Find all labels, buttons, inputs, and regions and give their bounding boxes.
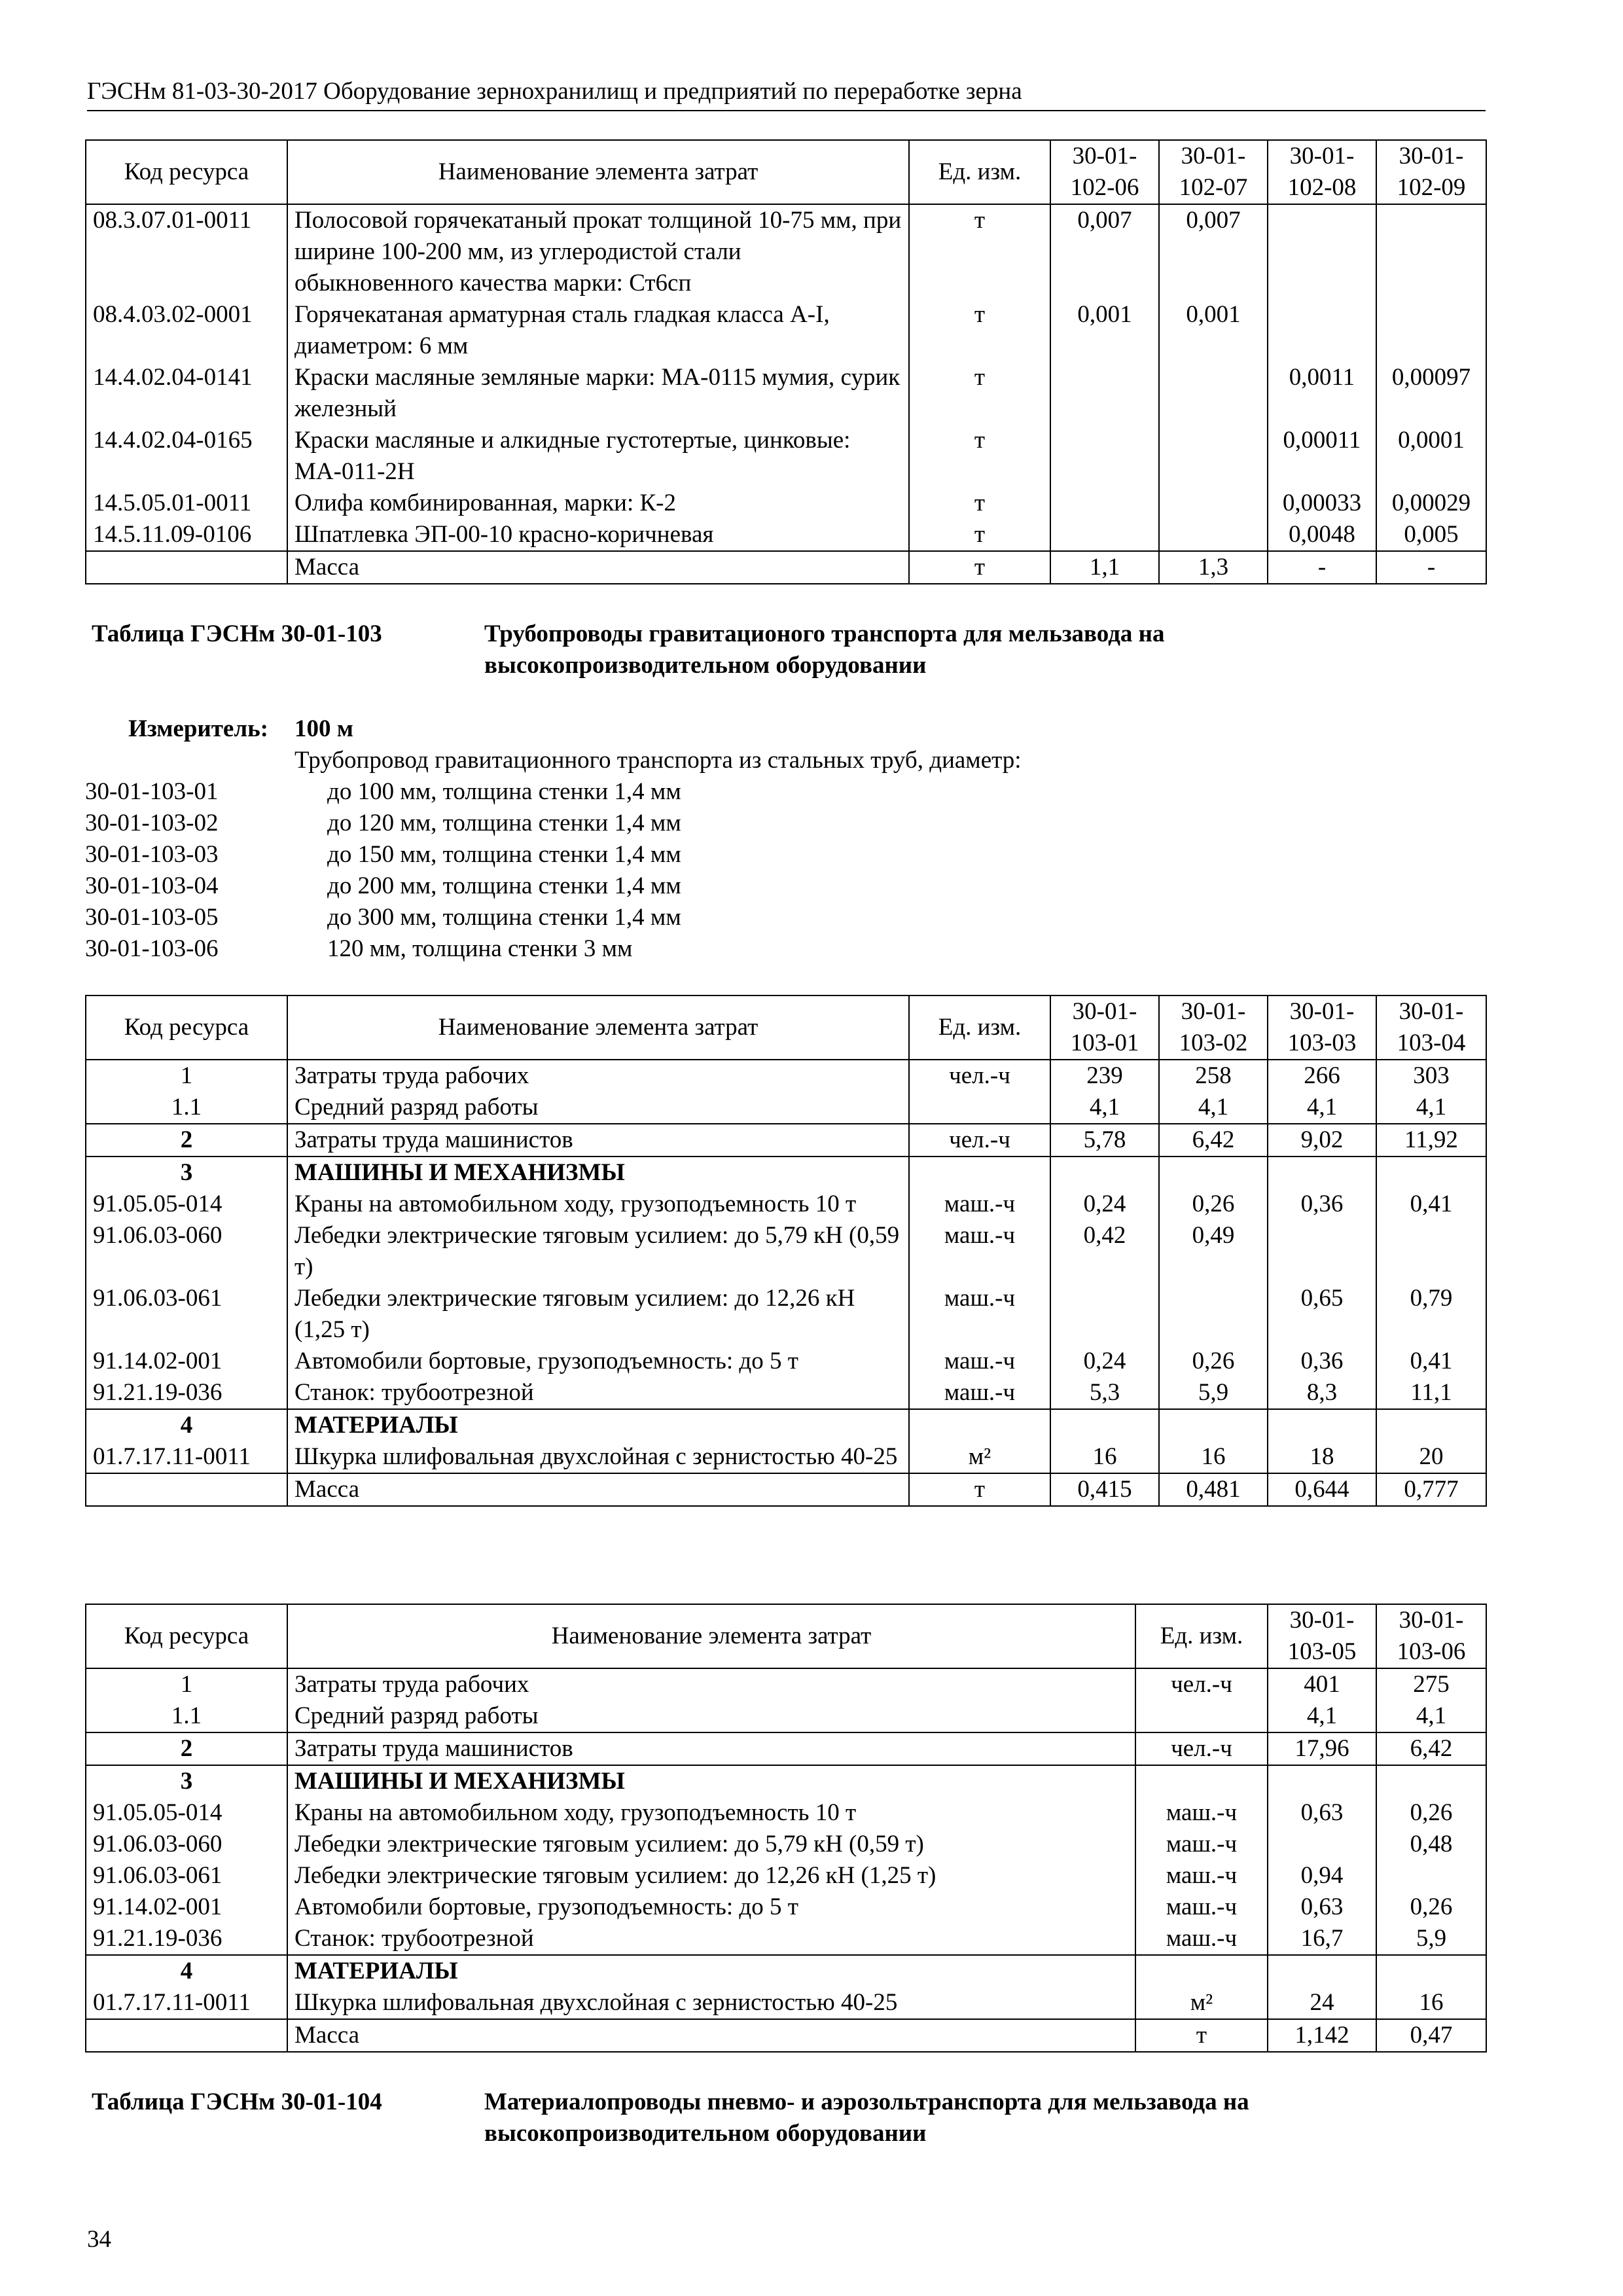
norm-value: 0,41: [1376, 1189, 1486, 1220]
table-row: [86, 1283, 1486, 1346]
resource-name: Шпатлевка ЭП-00-10 красно-коричневая: [287, 519, 909, 551]
resource-name: Затраты труда рабочих: [287, 1668, 1135, 1700]
col-norm-header: 30-01-103-04: [1376, 996, 1486, 1060]
norm-value: 11,1: [1376, 1377, 1486, 1409]
table-row: [86, 1668, 1486, 1700]
work-code: 30-01-103-03: [85, 841, 219, 868]
norm-value: [1268, 1829, 1376, 1860]
resource-unit: т: [1135, 2019, 1268, 2052]
col-name-header: Наименование элемента затрат: [287, 1604, 1135, 1668]
col-norm-header: 30-01-103-06: [1376, 1604, 1486, 1668]
norm-value: 1,3: [1159, 551, 1268, 584]
norm-value: 18: [1268, 1441, 1376, 1473]
list-item: [85, 870, 1486, 902]
norm-value: 0,001: [1050, 299, 1159, 362]
col-unit-header: Ед. изм.: [909, 140, 1050, 204]
mass-label: Масса: [287, 1473, 909, 1506]
meter-description: Трубопровод гравитационного транспорта из стальных труб, диаметр:: [294, 747, 1022, 774]
resource-unit: т: [909, 551, 1050, 584]
norm-value: [1050, 488, 1159, 519]
work-description: до 120 мм, толщина стенки 1,4 мм: [327, 810, 681, 836]
col-code-header: Код ресурса: [86, 1604, 287, 1668]
table-row: [86, 362, 1486, 425]
norm-value: 0,36: [1268, 1346, 1376, 1377]
norm-value: 5,9: [1159, 1377, 1268, 1409]
resource-code: 14.4.02.04-0141: [86, 362, 287, 425]
work-description: 120 мм, толщина стенки 3 мм: [327, 935, 633, 962]
table-row: [86, 1892, 1486, 1923]
resource-unit: чел.-ч: [909, 1060, 1050, 1092]
resource-name: Краны на автомобильном ходу, грузоподъемность 10 т: [287, 1189, 909, 1220]
table-row: [86, 1377, 1486, 1409]
norm-value: 4,1: [1268, 1092, 1376, 1124]
norm-value: 0,00097: [1376, 362, 1486, 425]
caption-title-line: высокопроизводительном оборудовании: [484, 652, 927, 679]
resource-unit: т: [909, 299, 1050, 362]
resource-name: Олифа комбинированная, марки: К-2: [287, 488, 909, 519]
resource-code: 01.7.17.11-0011: [86, 1441, 287, 1473]
col-code-header: Код ресурса: [86, 996, 287, 1060]
norm-value: 303: [1376, 1060, 1486, 1092]
resource-unit: маш.-ч: [909, 1283, 1050, 1346]
table-caption-title: [484, 2087, 1249, 2149]
norm-value: 0,63: [1268, 1797, 1376, 1829]
norm-value: 0,415: [1050, 1473, 1159, 1506]
norm-value: 401: [1268, 1668, 1376, 1700]
section-heading-row: [86, 1955, 1486, 1987]
section-number: 3: [86, 1765, 287, 1797]
norm-value: 0,00011: [1268, 425, 1376, 488]
work-description: до 150 мм, толщина стенки 1,4 мм: [327, 841, 681, 868]
norm-value: [1376, 1860, 1486, 1892]
norm-value: 0,481: [1159, 1473, 1268, 1506]
norm-value: [1376, 204, 1486, 299]
section-number: 3: [86, 1157, 287, 1189]
norm-value: 0,26: [1159, 1189, 1268, 1220]
resource-name: Лебедки электрические тяговым усилием: до 5,79 кН (0,59 т): [287, 1220, 909, 1283]
norm-value: 0,24: [1050, 1189, 1159, 1220]
section-number: 4: [86, 1409, 287, 1441]
col-norm-header: 30-01-103-03: [1268, 996, 1376, 1060]
section-heading-row: [86, 1409, 1486, 1441]
resource-code: 1: [86, 1060, 287, 1092]
list-item: [85, 808, 1486, 839]
norm-value: 0,644: [1268, 1473, 1376, 1506]
norm-value: 266: [1268, 1060, 1376, 1092]
norm-value: 0,48: [1376, 1829, 1486, 1860]
norm-value: [1050, 425, 1159, 488]
table-row: [86, 1732, 1486, 1765]
resource-unit: т: [909, 425, 1050, 488]
empty-cell: [86, 2019, 287, 2052]
resource-unit: т: [909, 362, 1050, 425]
section-heading-row: [86, 1157, 1486, 1189]
mass-row: [86, 2019, 1486, 2052]
meter-block: [85, 713, 1486, 965]
resource-unit: [909, 1092, 1050, 1124]
table-row: [86, 1987, 1486, 2019]
norm-value: 9,02: [1268, 1124, 1376, 1157]
section-title: МАШИНЫ И МЕХАНИЗМЫ: [287, 1765, 1135, 1797]
table-row: [86, 1441, 1486, 1473]
work-code: 30-01-103-05: [85, 904, 219, 931]
work-code: 30-01-103-01: [85, 778, 219, 805]
resource-unit: т: [909, 1473, 1050, 1506]
resource-name: Шкурка шлифовальная двухслойная с зернистостью 40-25: [287, 1987, 1135, 2019]
resource-unit: маш.-ч: [909, 1346, 1050, 1377]
running-header: ГЭСНм 81-03-30-2017 Оборудование зернохранилищ и предприятий по переработке зерна: [87, 77, 1486, 111]
norm-value: 0,47: [1376, 2019, 1486, 2052]
table-row: [86, 1124, 1486, 1157]
resource-name: Горячекатаная арматурная сталь гладкая класса А-I, диаметром: 6 мм: [287, 299, 909, 362]
table-row: [86, 1923, 1486, 1955]
resource-unit: маш.-ч: [909, 1189, 1050, 1220]
col-unit-header: Ед. изм.: [1135, 1604, 1268, 1668]
resource-code: 91.06.03-061: [86, 1283, 287, 1346]
table-row: [86, 1060, 1486, 1092]
col-name-header: Наименование элемента затрат: [287, 996, 909, 1060]
resource-code: 01.7.17.11-0011: [86, 1987, 287, 2019]
resource-code: 91.14.02-001: [86, 1892, 287, 1923]
section-number: 4: [86, 1955, 287, 1987]
norm-value: [1376, 299, 1486, 362]
resource-name: Лебедки электрические тяговым усилием: до 5,79 кН (0,59 т): [287, 1829, 1135, 1860]
norm-value: 1,1: [1050, 551, 1159, 584]
mass-row: [86, 551, 1486, 584]
work-description: до 300 мм, толщина стенки 1,4 мм: [327, 904, 681, 931]
resource-code: 08.4.03.02-0001: [86, 299, 287, 362]
resource-unit: т: [909, 488, 1050, 519]
norm-value: 0,26: [1159, 1346, 1268, 1377]
norm-value: 24: [1268, 1987, 1376, 2019]
resource-name: Лебедки электрические тяговым усилием: до 12,26 кН (1,25 т): [287, 1860, 1135, 1892]
norm-value: 0,79: [1376, 1283, 1486, 1346]
resource-unit: т: [909, 204, 1050, 299]
resource-name: Станок: трубоотрезной: [287, 1923, 1135, 1955]
table-row: [86, 1189, 1486, 1220]
list-item: [85, 776, 1486, 808]
norm-value: 20: [1376, 1441, 1486, 1473]
norm-value: [1159, 1283, 1268, 1346]
resource-table-103-part2: [85, 1604, 1487, 2053]
norm-value: 0,001: [1159, 299, 1268, 362]
meter-value: 100 м: [294, 715, 353, 742]
empty-cell: [86, 551, 287, 584]
norm-value: 0,00029: [1376, 488, 1486, 519]
table-row: [86, 1829, 1486, 1860]
norm-value: 0,63: [1268, 1892, 1376, 1923]
caption-title-line: Трубопроводы гравитационого транспорта для мельзавода на: [484, 620, 1165, 647]
norm-value: 4,1: [1268, 1700, 1376, 1732]
norm-value: 6,42: [1376, 1732, 1486, 1765]
norm-value: 0,007: [1159, 204, 1268, 299]
norm-value: 0,0011: [1268, 362, 1376, 425]
col-norm-header: 30-01-103-01: [1050, 996, 1159, 1060]
col-norm-header: 30-01-103-05: [1268, 1604, 1376, 1668]
resource-code: 1.1: [86, 1700, 287, 1732]
norm-value: 0,007: [1050, 204, 1159, 299]
resource-code: 91.05.05-014: [86, 1189, 287, 1220]
norm-value: -: [1376, 551, 1486, 584]
resource-unit: чел.-ч: [1135, 1668, 1268, 1700]
resource-code: 91.21.19-036: [86, 1377, 287, 1409]
norm-value: [1050, 519, 1159, 551]
resource-name: Автомобили бортовые, грузоподъемность: до 5 т: [287, 1892, 1135, 1923]
norm-value: 239: [1050, 1060, 1159, 1092]
resource-name: Полосовой горячекатаный прокат толщиной 10-75 мм, при ширине 100-200 мм, из углеродистой стали обыкновенного качества марки: Ст6сп: [287, 204, 909, 299]
resource-name: Краски масляные земляные марки: МА-0115 мумия, сурик железный: [287, 362, 909, 425]
col-norm-header: 30-01-102-09: [1376, 140, 1486, 204]
norm-value: 0,26: [1376, 1797, 1486, 1829]
work-description: до 100 мм, толщина стенки 1,4 мм: [327, 778, 681, 805]
norm-value: 16: [1376, 1987, 1486, 2019]
section-heading-row: [86, 1765, 1486, 1797]
table-row: [86, 1092, 1486, 1124]
list-item: [85, 933, 1486, 965]
mass-label: Масса: [287, 2019, 1135, 2052]
norm-value: 275: [1376, 1668, 1486, 1700]
resource-code: 91.06.03-060: [86, 1829, 287, 1860]
resource-unit: маш.-ч: [1135, 1860, 1268, 1892]
resource-code: 14.5.11.09-0106: [86, 519, 287, 551]
table-row: [86, 488, 1486, 519]
norm-value: 5,78: [1050, 1124, 1159, 1157]
norm-value: 16: [1050, 1441, 1159, 1473]
table-header-row: [86, 996, 1486, 1060]
norm-value: 16: [1159, 1441, 1268, 1473]
resource-code: 14.5.05.01-0011: [86, 488, 287, 519]
resource-name: Затраты труда рабочих: [287, 1060, 909, 1092]
resource-unit: маш.-ч: [909, 1377, 1050, 1409]
norm-value: 0,24: [1050, 1346, 1159, 1377]
resource-unit: маш.-ч: [1135, 1797, 1268, 1829]
list-item: [85, 902, 1486, 933]
resource-code: 2: [86, 1732, 287, 1765]
col-norm-header: 30-01-103-02: [1159, 996, 1268, 1060]
table-row: [86, 299, 1486, 362]
resource-code: 91.21.19-036: [86, 1923, 287, 1955]
table-row: [86, 519, 1486, 551]
norm-value: 0,00033: [1268, 488, 1376, 519]
norm-value: 4,1: [1050, 1092, 1159, 1124]
page-number: 34: [87, 2226, 111, 2253]
norm-value: 0,49: [1159, 1220, 1268, 1283]
norm-value: 5,3: [1050, 1377, 1159, 1409]
norm-value: 1,142: [1268, 2019, 1376, 2052]
resource-code: 14.4.02.04-0165: [86, 425, 287, 488]
resource-unit: маш.-ч: [1135, 1923, 1268, 1955]
col-norm-header: 30-01-102-06: [1050, 140, 1159, 204]
norm-value: 258: [1159, 1060, 1268, 1092]
resource-name: Краны на автомобильном ходу, грузоподъемность 10 т: [287, 1797, 1135, 1829]
norm-value: 0,65: [1268, 1283, 1376, 1346]
resource-code: 08.3.07.01-0011: [86, 204, 287, 299]
norm-value: 4,1: [1376, 1700, 1486, 1732]
norm-value: 0,94: [1268, 1860, 1376, 1892]
resource-unit: м²: [1135, 1987, 1268, 2019]
norm-value: [1159, 488, 1268, 519]
norm-value: 5,9: [1376, 1923, 1486, 1955]
resource-code: 1: [86, 1668, 287, 1700]
resource-code: 91.14.02-001: [86, 1346, 287, 1377]
table-row: [86, 1346, 1486, 1377]
work-description: до 200 мм, толщина стенки 1,4 мм: [327, 872, 681, 899]
resource-unit: т: [909, 519, 1050, 551]
table-row: [86, 1797, 1486, 1829]
norm-value: [1268, 204, 1376, 299]
resource-code: 91.05.05-014: [86, 1797, 287, 1829]
table-row: [86, 1220, 1486, 1283]
resource-table-103-part1: [85, 995, 1487, 1507]
resource-code: 1.1: [86, 1092, 287, 1124]
resource-unit: чел.-ч: [909, 1124, 1050, 1157]
resource-unit: маш.-ч: [909, 1220, 1050, 1283]
work-code: 30-01-103-06: [85, 935, 219, 962]
resource-code: 91.06.03-060: [86, 1220, 287, 1283]
norm-value: [1159, 519, 1268, 551]
norm-value: [1376, 1220, 1486, 1283]
table-row: [86, 1700, 1486, 1732]
norm-value: 0,36: [1268, 1189, 1376, 1220]
col-code-header: Код ресурса: [86, 140, 287, 204]
resource-name: Затраты труда машинистов: [287, 1732, 1135, 1765]
resource-code: 91.06.03-061: [86, 1860, 287, 1892]
norm-value: 0,005: [1376, 519, 1486, 551]
table-row: [86, 204, 1486, 299]
resource-unit: чел.-ч: [1135, 1732, 1268, 1765]
resource-name: Средний разряд работы: [287, 1092, 909, 1124]
norm-value: 0,0048: [1268, 519, 1376, 551]
norm-value: -: [1268, 551, 1376, 584]
norm-value: 8,3: [1268, 1377, 1376, 1409]
mass-label: Масса: [287, 551, 909, 584]
col-name-header: Наименование элемента затрат: [287, 140, 909, 204]
norm-value: [1268, 299, 1376, 362]
section-title: МАТЕРИАЛЫ: [287, 1955, 1135, 1987]
resource-code: 2: [86, 1124, 287, 1157]
table-caption-label: Таблица ГЭСНм 30-01-104: [92, 2089, 382, 2115]
norm-value: 4,1: [1376, 1092, 1486, 1124]
work-code: 30-01-103-02: [85, 810, 219, 836]
norm-value: 16,7: [1268, 1923, 1376, 1955]
resource-name: Средний разряд работы: [287, 1700, 1135, 1732]
table-row: [86, 425, 1486, 488]
section-title: МАШИНЫ И МЕХАНИЗМЫ: [287, 1157, 909, 1189]
resource-unit: маш.-ч: [1135, 1892, 1268, 1923]
work-code: 30-01-103-04: [85, 872, 219, 899]
norm-value: [1159, 425, 1268, 488]
table-caption-label: Таблица ГЭСНм 30-01-103: [92, 620, 382, 647]
mass-row: [86, 1473, 1486, 1506]
norm-value: 0,777: [1376, 1473, 1486, 1506]
norm-value: 6,42: [1159, 1124, 1268, 1157]
norm-value: [1050, 1283, 1159, 1346]
col-norm-header: 30-01-102-07: [1159, 140, 1268, 204]
resource-name: Затраты труда машинистов: [287, 1124, 909, 1157]
norm-value: [1268, 1220, 1376, 1283]
meter-label: Измеритель:: [128, 715, 268, 742]
resource-unit: маш.-ч: [1135, 1829, 1268, 1860]
resource-name: Лебедки электрические тяговым усилием: до 12,26 кН (1,25 т): [287, 1283, 909, 1346]
norm-value: 0,26: [1376, 1892, 1486, 1923]
norm-value: [1050, 362, 1159, 425]
caption-title-line: Материалопроводы пневмо- и аэрозольтранспорта для мельзавода на: [484, 2089, 1249, 2115]
norm-value: 4,1: [1159, 1092, 1268, 1124]
norm-value: 0,42: [1050, 1220, 1159, 1283]
resource-unit: м²: [909, 1441, 1050, 1473]
resource-name: Краски масляные и алкидные густотертые, цинковые: МА-011-2Н: [287, 425, 909, 488]
resource-table-102: [85, 139, 1487, 584]
resource-name: Шкурка шлифовальная двухслойная с зернистостью 40-25: [287, 1441, 909, 1473]
col-norm-header: 30-01-102-08: [1268, 140, 1376, 204]
norm-value: 0,0001: [1376, 425, 1486, 488]
norm-value: 11,92: [1376, 1124, 1486, 1157]
col-unit-header: Ед. изм.: [909, 996, 1050, 1060]
empty-cell: [86, 1473, 287, 1506]
caption-title-line: высокопроизводительном оборудовании: [484, 2120, 927, 2147]
resource-unit: [1135, 1700, 1268, 1732]
norm-value: 0,41: [1376, 1346, 1486, 1377]
table-header-row: [86, 140, 1486, 204]
table-caption-title: [484, 619, 1165, 681]
norm-value: [1159, 362, 1268, 425]
resource-name: Станок: трубоотрезной: [287, 1377, 909, 1409]
section-title: МАТЕРИАЛЫ: [287, 1409, 909, 1441]
norm-value: 17,96: [1268, 1732, 1376, 1765]
list-item: [85, 839, 1486, 870]
table-row: [86, 1860, 1486, 1892]
resource-name: Автомобили бортовые, грузоподъемность: до 5 т: [287, 1346, 909, 1377]
table-header-row: [86, 1604, 1486, 1668]
